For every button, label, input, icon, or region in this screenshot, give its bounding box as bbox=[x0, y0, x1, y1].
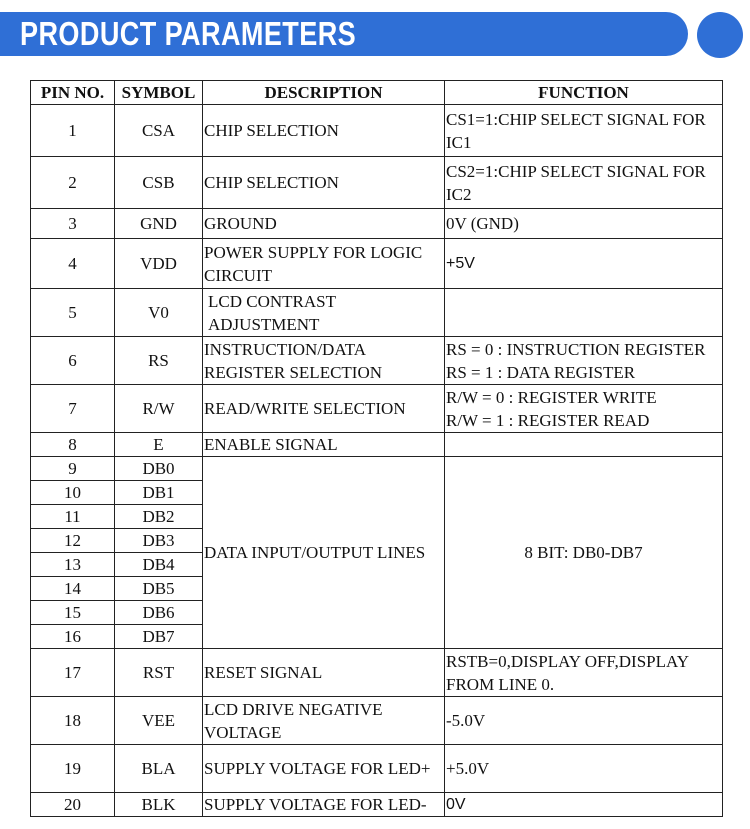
pin-cell: 3 bbox=[31, 209, 115, 239]
table-row bbox=[31, 157, 723, 209]
table-row bbox=[31, 697, 723, 745]
description-cell: LCD DRIVE NEGATIVE VOLTAGE bbox=[203, 697, 445, 745]
symbol-cell: DB1 bbox=[115, 481, 203, 505]
function-line: R/W = 0 : REGISTER WRITE bbox=[446, 387, 657, 407]
function-line: R/W = 1 : REGISTER READ bbox=[446, 410, 650, 430]
function-cell: 0V bbox=[445, 793, 723, 817]
symbol-cell: RST bbox=[115, 649, 203, 697]
table-header-row bbox=[31, 81, 723, 105]
table-row bbox=[31, 745, 723, 793]
table-row bbox=[31, 209, 723, 239]
symbol-cell: DB6 bbox=[115, 601, 203, 625]
symbol-cell: DB7 bbox=[115, 625, 203, 649]
description-cell: LCD CONTRAST ADJUSTMENT bbox=[203, 289, 445, 337]
pin-cell: 2 bbox=[31, 157, 115, 209]
function-cell: CS2=1:CHIP SELECT SIGNAL FOR IC2 bbox=[445, 157, 723, 209]
description-cell: POWER SUPPLY FOR LOGIC CIRCUIT bbox=[203, 239, 445, 289]
function-cell: 8 BIT: DB0-DB7 bbox=[445, 457, 723, 649]
pin-cell: 15 bbox=[31, 601, 115, 625]
column-header-description: DESCRIPTION bbox=[203, 81, 445, 105]
symbol-cell: RS bbox=[115, 337, 203, 385]
table-row bbox=[31, 793, 723, 817]
function-cell bbox=[445, 289, 723, 337]
symbol-cell: DB3 bbox=[115, 529, 203, 553]
function-cell: -5.0V bbox=[445, 697, 723, 745]
symbol-cell: BLA bbox=[115, 745, 203, 793]
pin-cell: 17 bbox=[31, 649, 115, 697]
description-cell: SUPPLY VOLTAGE FOR LED+ bbox=[203, 745, 445, 793]
description-cell: DATA INPUT/OUTPUT LINES bbox=[203, 457, 445, 649]
pin-cell: 9 bbox=[31, 457, 115, 481]
pin-cell: 4 bbox=[31, 239, 115, 289]
description-cell: SUPPLY VOLTAGE FOR LED- bbox=[203, 793, 445, 817]
description-cell: CHIP SELECTION bbox=[203, 105, 445, 157]
symbol-cell: CSB bbox=[115, 157, 203, 209]
pin-cell: 11 bbox=[31, 505, 115, 529]
pin-cell: 14 bbox=[31, 577, 115, 601]
table-row bbox=[31, 239, 723, 289]
symbol-cell: E bbox=[115, 433, 203, 457]
parameters-table bbox=[30, 80, 723, 817]
table-row bbox=[31, 385, 723, 433]
description-cell: INSTRUCTION/DATA REGISTER SELECTION bbox=[203, 337, 445, 385]
symbol-cell: GND bbox=[115, 209, 203, 239]
function-cell: +5.0V bbox=[445, 745, 723, 793]
pin-cell: 1 bbox=[31, 105, 115, 157]
table-row bbox=[31, 457, 723, 481]
pin-cell: 18 bbox=[31, 697, 115, 745]
column-header-function: FUNCTION bbox=[445, 81, 723, 105]
description-cell: GROUND bbox=[203, 209, 445, 239]
function-line: RS = 0 : INSTRUCTION REGISTER bbox=[446, 339, 706, 359]
description-cell: ENABLE SIGNAL bbox=[203, 433, 445, 457]
function-cell bbox=[445, 385, 723, 433]
description-cell: CHIP SELECTION bbox=[203, 157, 445, 209]
symbol-cell: BLK bbox=[115, 793, 203, 817]
table-row bbox=[31, 433, 723, 457]
table-row bbox=[31, 649, 723, 697]
decorative-circle bbox=[697, 12, 743, 58]
symbol-cell: R/W bbox=[115, 385, 203, 433]
symbol-cell: DB2 bbox=[115, 505, 203, 529]
symbol-cell: DB0 bbox=[115, 457, 203, 481]
column-header-symbol: SYMBOL bbox=[115, 81, 203, 105]
function-cell: RSTB=0,DISPLAY OFF,DISPLAY FROM LINE 0. bbox=[445, 649, 723, 697]
pin-cell: 10 bbox=[31, 481, 115, 505]
function-cell: 0V (GND) bbox=[445, 209, 723, 239]
table-row bbox=[31, 289, 723, 337]
page-title: PRODUCT PARAMETERS bbox=[20, 15, 357, 52]
symbol-cell: DB4 bbox=[115, 553, 203, 577]
symbol-cell: DB5 bbox=[115, 577, 203, 601]
function-cell bbox=[445, 433, 723, 457]
pin-cell: 19 bbox=[31, 745, 115, 793]
pin-cell: 16 bbox=[31, 625, 115, 649]
function-cell: +5V bbox=[445, 239, 723, 289]
pin-cell: 6 bbox=[31, 337, 115, 385]
pin-cell: 7 bbox=[31, 385, 115, 433]
column-header-pin: PIN NO. bbox=[31, 81, 115, 105]
table-row bbox=[31, 105, 723, 157]
symbol-cell: VDD bbox=[115, 239, 203, 289]
function-cell: CS1=1:CHIP SELECT SIGNAL FOR IC1 bbox=[445, 105, 723, 157]
description-cell: READ/WRITE SELECTION bbox=[203, 385, 445, 433]
function-line: RS = 1 : DATA REGISTER bbox=[446, 362, 636, 382]
pin-cell: 13 bbox=[31, 553, 115, 577]
description-cell: RESET SIGNAL bbox=[203, 649, 445, 697]
table-row bbox=[31, 337, 723, 385]
symbol-cell: CSA bbox=[115, 105, 203, 157]
header-banner bbox=[0, 12, 688, 56]
symbol-cell: V0 bbox=[115, 289, 203, 337]
pin-cell: 12 bbox=[31, 529, 115, 553]
pin-cell: 20 bbox=[31, 793, 115, 817]
pin-cell: 5 bbox=[31, 289, 115, 337]
symbol-cell: VEE bbox=[115, 697, 203, 745]
function-cell bbox=[445, 337, 723, 385]
pin-cell: 8 bbox=[31, 433, 115, 457]
